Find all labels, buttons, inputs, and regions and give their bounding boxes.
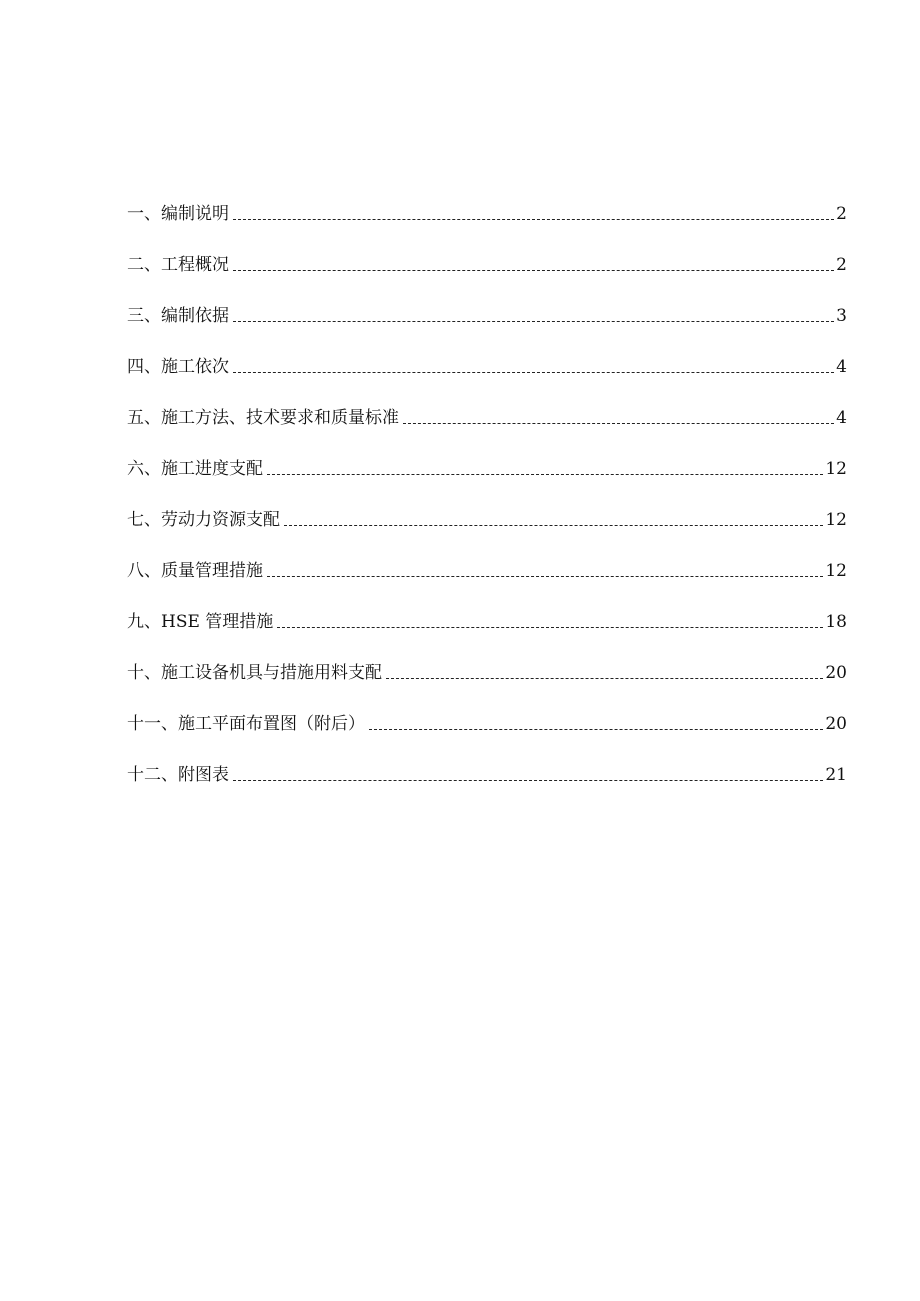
toc-entry-page: 21 [825,765,847,785]
toc-entry-page: 12 [825,459,847,479]
toc-dot-leader [277,626,823,628]
toc-dot-leader [233,779,823,781]
toc-dot-leader [403,422,834,424]
toc-entry-title: 二、工程概况 [127,255,229,275]
toc-entry-8[interactable] [127,538,847,589]
toc-entry-title: 十、施工设备机具与措施用料支配 [127,663,382,683]
toc-entry-page: 3 [836,306,847,326]
toc-entry-title: 十二、附图表 [127,765,229,785]
toc-dot-leader [386,677,823,679]
toc-entry-page: 4 [836,357,847,377]
toc-entry-page: 4 [836,408,847,428]
toc-dot-leader [267,575,823,577]
toc-entry-page: 12 [825,561,847,581]
toc-entry-title: 四、施工依次 [127,357,229,377]
toc-entry-title: 一、编制说明 [127,204,229,224]
toc-dot-leader [233,269,834,271]
toc-entry-page: 2 [836,204,847,224]
toc-entry-page: 20 [825,663,847,683]
toc-dot-leader [284,524,823,526]
toc-entry-11[interactable] [127,691,847,742]
toc-entry-2[interactable] [127,232,847,283]
toc-entry-7[interactable] [127,487,847,538]
toc-dot-leader [233,320,834,322]
toc-entry-title: 十一、施工平面布置图（附后） [127,714,365,734]
table-of-contents [127,181,847,793]
toc-dot-leader [267,473,823,475]
toc-entry-6[interactable] [127,436,847,487]
toc-entry-3[interactable] [127,283,847,334]
toc-entry-page: 18 [825,612,847,632]
toc-entry-4[interactable] [127,334,847,385]
toc-entry-title: 三、编制依据 [127,306,229,326]
toc-entry-title: 五、施工方法、技术要求和质量标准 [127,408,399,428]
toc-entry-title: 八、质量管理措施 [127,561,263,581]
toc-entry-page: 12 [825,510,847,530]
toc-entry-5[interactable] [127,385,847,436]
toc-entry-12[interactable] [127,742,847,793]
toc-entry-page: 20 [825,714,847,734]
toc-entry-title: 六、施工进度支配 [127,459,263,479]
toc-entry-9[interactable] [127,589,847,640]
toc-dot-leader [233,218,834,220]
toc-entry-1[interactable] [127,181,847,232]
toc-entry-title: 九、HSE 管理措施 [127,612,274,632]
toc-dot-leader [369,728,823,730]
toc-dot-leader [233,371,834,373]
toc-entry-10[interactable] [127,640,847,691]
toc-entry-title: 七、劳动力资源支配 [127,510,280,530]
toc-entry-page: 2 [836,255,847,275]
